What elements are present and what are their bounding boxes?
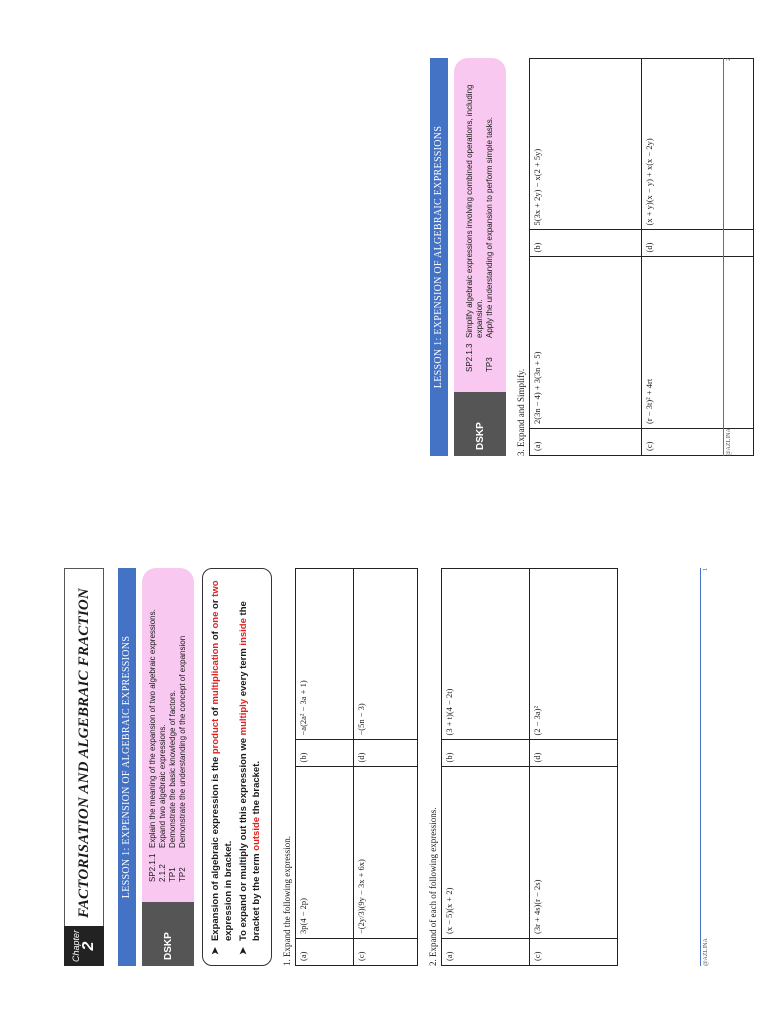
dskp-label: DSKP [142,880,194,966]
page-1 [64,568,709,966]
chapter-title: FACTORISATION AND ALGEBRAIC FRACTION [64,568,104,926]
expression-cell: 5(3x + 2y) − x(2 + 5y) [530,59,642,231]
dskp-code: TP1 [168,867,177,882]
question-3-title: 3. Expand and Simplify. [516,368,526,456]
dskp-line [178,576,188,882]
expression-cell: (r − 3t)² + 4rt [642,257,754,429]
expression-cell: −(2y/3)(9y − 3x + 6x) [354,767,418,939]
question-1-table [295,568,418,966]
page-footer [723,58,732,456]
cell-label: (c) [530,939,618,966]
dskp-section [454,58,506,456]
expression-cell: (x − 5)(x + 2) [442,767,530,939]
dskp-text: Expand two algebraic expressions. [158,724,167,848]
dskp-line [465,66,485,372]
page-2 [430,58,732,456]
expression-cell: −(5n − 3) [354,569,418,741]
lesson-title: LESSON 1: EXPENSION OF ALGEBRAIC EXPRESSIONS [430,58,448,456]
chapter-word: Chapter [71,929,81,963]
dskp-label: DSKP [454,370,506,456]
arrow-bullet-icon: ➤ [210,947,221,955]
cell-label: (b) [442,740,530,767]
expression-cell: 2(3n − 4) + 3(3n + 5) [530,257,642,429]
expression-cell: (3r + 4s)(r − 2s) [530,767,618,939]
dskp-line [485,66,495,372]
dskp-code: SP2.1.3 [465,343,474,372]
footer-author: @AZLINA [703,938,709,966]
dskp-text: Simplify algebraic expressions involving combined operations, including expansion. [465,84,484,338]
dskp-code: 2.1.2 [158,864,167,882]
page-footer [700,568,709,966]
question-3-table [529,58,754,456]
note-item [237,579,263,955]
dskp-line [158,576,168,882]
dskp-section [142,568,194,966]
arrow-bullet-icon: ➤ [238,947,249,955]
question-1-title: 1. Expand the following expression. [282,836,292,966]
question-2-table [441,568,618,966]
cell-label: (d) [530,740,618,767]
lesson-title: LESSON 1: EXPENSION OF ALGEBRAIC EXPRESSIONS [118,568,136,966]
note-text-2: To expand or multiply out this expression we multiply every term inside the bracket by the term outside the bracket. [238,601,262,942]
definition-note [202,568,272,966]
cell-label: (c) [642,429,754,456]
expression-cell: −a(2a² − 3a + 1) [296,569,354,741]
expression-cell: (2 − 3a)² [530,569,618,741]
footer-author: @AZLINA [726,428,732,456]
dskp-text: Demonstrate the basic knowledge of factors. [168,690,177,848]
note-item [209,579,235,955]
cell-label: (b) [296,740,354,767]
cell-label: (c) [354,939,418,966]
dskp-code: TP3 [485,357,494,372]
dskp-text: Demonstrate the understanding of the concept of expansion [178,635,187,848]
dskp-line [148,576,158,882]
cell-label: (a) [442,939,530,966]
question-2-title: 2. Expand of each of following expressions. [428,807,438,966]
chapter-header [64,568,104,966]
chapter-badge [64,926,104,966]
dskp-code: SP2.1.1 [148,853,157,882]
note-text-1: Expansion of algebraic expression is the product of multiplication of one or two expression in bracket. [210,580,234,942]
page-number: 1 [703,568,709,571]
cell-label: (a) [530,429,642,456]
cell-label: (d) [354,740,418,767]
cell-label: (a) [296,939,354,966]
dskp-code: TP2 [178,867,187,882]
dskp-text: Apply the understanding of expansion to perform simple tasks. [485,116,494,338]
cell-label: (d) [642,230,754,257]
dskp-line [168,576,178,882]
chapter-number: 2 [80,941,97,951]
page-number: 2 [726,58,732,61]
dskp-objectives [142,568,194,902]
expression-cell: (3 + t)(4 − 2t) [442,569,530,741]
expression-cell: (x + y)(x − y) + x(x − 2y) [642,59,754,231]
cell-label: (b) [530,230,642,257]
dskp-text: Explain the meaning of the expansion of two algebraic expressions. [148,609,157,848]
dskp-objectives [454,58,506,392]
expression-cell: 3p(4 − 2p) [296,767,354,939]
